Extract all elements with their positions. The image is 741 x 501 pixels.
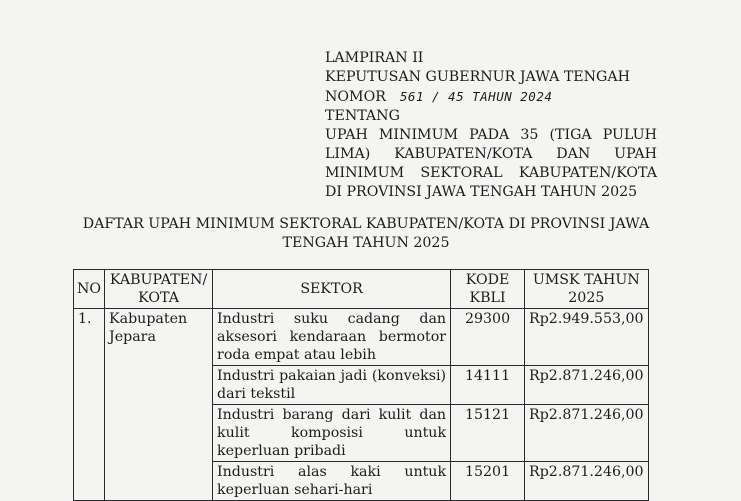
- header-kode-kbli: KODE KBLI: [451, 270, 525, 309]
- decree-title: KEPUTUSAN GUBERNUR JAWA TENGAH: [325, 69, 631, 85]
- kode-kbli-cell: 14111: [451, 366, 525, 405]
- header-sektor: SEKTOR: [213, 270, 451, 309]
- umsk-cell: Rp2.871.246,00: [525, 366, 649, 405]
- attachment-header: [325, 49, 657, 202]
- document-title-line-1: DAFTAR UPAH MINIMUM SEKTORAL KABUPATEN/KOTA DI PROVINSI JAWA: [82, 216, 650, 232]
- kode-kbli-cell: 29300: [451, 309, 525, 366]
- table-row: [74, 309, 649, 366]
- decree-number-label: NOMOR: [325, 89, 386, 105]
- kode-kbli-cell: 15201: [451, 462, 525, 501]
- header-kabupaten: KABUPATEN/ KOTA: [105, 270, 213, 309]
- sektor-cell: Industri alas kaki untuk keperluan sehari-hari: [213, 462, 451, 501]
- decree-number-handwritten: 561 / 45 TAHUN 2024: [399, 89, 553, 104]
- kode-kbli-cell: 15121: [451, 405, 525, 462]
- header-umsk: UMSK TAHUN 2025: [525, 270, 649, 309]
- umsk-cell: Rp2.871.246,00: [525, 405, 649, 462]
- sektor-cell: Industri barang dari kulit dan kulit komposisi untuk keperluan pribadi: [213, 405, 451, 462]
- header-no: NO: [74, 270, 105, 309]
- about-line-3: MINIMUM SEKTORAL KABUPATEN/KOTA: [325, 165, 657, 181]
- about-label: TENTANG: [325, 108, 400, 124]
- attachment-label: LAMPIRAN II: [325, 50, 424, 66]
- document-title-line-2: TENGAH TAHUN 2025: [282, 235, 450, 251]
- decree-number-line: [325, 87, 657, 107]
- row-number: 1.: [74, 309, 105, 501]
- sektor-cell: Industri suku cadang dan aksesori kendaraan bermotor roda empat atau lebih: [213, 309, 451, 366]
- kabupaten-name: Kabupaten Jepara: [105, 309, 213, 501]
- document-title: [66, 215, 666, 253]
- about-line-2: LIMA) KABUPATEN/KOTA DAN UPAH: [325, 146, 657, 162]
- table-header-row: [74, 270, 649, 309]
- about-line-1: UPAH MINIMUM PADA 35 (TIGA PULUH: [325, 127, 657, 143]
- umsk-cell: Rp2.949.553,00: [525, 309, 649, 366]
- wage-table: [73, 269, 649, 501]
- about-line-4: DI PROVINSI JAWA TENGAH TAHUN 2025: [325, 184, 638, 200]
- umsk-cell: Rp2.871.246,00: [525, 462, 649, 501]
- sektor-cell: Industri pakaian jadi (konveksi) dari tekstil: [213, 366, 451, 405]
